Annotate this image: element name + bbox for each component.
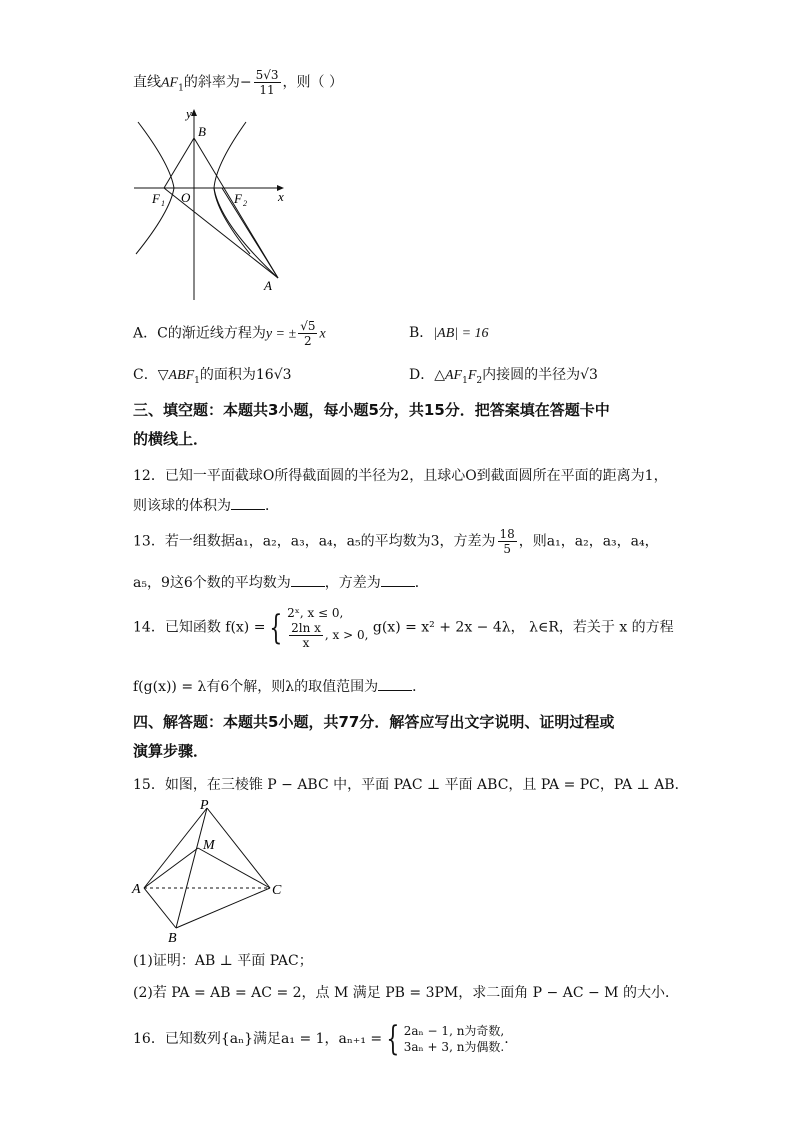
- label-x: x: [278, 189, 284, 204]
- q14-line2-text: f(g(x)) = λ有6个解，则λ的取值范围为: [133, 679, 379, 695]
- option-B-text: |AB| = 16: [433, 326, 489, 341]
- q14-line2: [133, 676, 426, 696]
- q11-mid: 的斜率为: [183, 74, 240, 91]
- label-B: B: [198, 124, 206, 139]
- option-A-label: A．: [133, 325, 158, 342]
- q11-var: AF: [161, 75, 179, 91]
- q16-prefix: 16．已知数列{aₙ}满足a₁ = 1，aₙ₊₁ =: [133, 1031, 383, 1047]
- q16-line: [133, 1019, 509, 1059]
- q14-line1: [133, 605, 674, 650]
- option-A-num: √5: [300, 319, 316, 333]
- label-A: A: [264, 278, 272, 293]
- q11-num: 5√3: [255, 68, 279, 82]
- q14-case2-den: x: [302, 636, 310, 650]
- q14-case2-fraction: [289, 621, 323, 650]
- q11-prefix: 直线: [133, 74, 161, 91]
- option-D-label: D．: [409, 367, 435, 383]
- q14-prefix: 14．已知函数 f(x) =: [133, 619, 266, 636]
- q14-brace: {: [269, 607, 283, 648]
- q15-part1: (1)证明：AB ⊥ 平面 PAC；: [133, 953, 313, 969]
- q13-text-c: a₅，9这6个数的平均数为: [133, 575, 291, 591]
- q13-line1: [133, 527, 659, 556]
- q14-case1: 2ˣ, x ≤ 0,: [287, 606, 344, 620]
- option-D-tail: 内接圆的半径为√3: [482, 367, 598, 383]
- label-y: y: [186, 106, 192, 121]
- label-F2-sub: 2: [243, 199, 247, 208]
- section3-heading-cont: 的横线上．: [133, 430, 209, 448]
- option-A-eq: y = ±: [265, 326, 297, 342]
- q12-line2-text: 则该球的体积为: [133, 498, 231, 514]
- option-D: [409, 364, 598, 386]
- label-M: M: [203, 838, 215, 853]
- label-O: O: [181, 190, 191, 205]
- q16-brace: {: [386, 1019, 400, 1059]
- edge-PB: [176, 808, 207, 928]
- q11-slope-line: [133, 68, 343, 97]
- q13-text-d: ，方差为: [324, 575, 381, 591]
- q13-line2: [133, 572, 429, 592]
- section3-heading: 三、填空题：本题共3小题，每小题5分，共15分．把答案填在答题卡中: [133, 401, 610, 419]
- q13-mean-blank[interactable]: [291, 574, 325, 587]
- q13-den: 5: [503, 542, 511, 556]
- option-D-mid: F: [467, 368, 477, 383]
- option-C-tail: 的面积为16√3: [199, 367, 292, 383]
- option-C: [133, 364, 292, 386]
- segment-BF1: [164, 138, 194, 188]
- option-B-label: B．: [409, 325, 434, 341]
- q15-part2: (2)若 PA = AB = AC = 2，点 M 满足 PB = 3PM，求二面角 P − AC − M 的大小．: [133, 985, 679, 1001]
- q14-mid: g(x) = x² + 2x − 4λ， λ∈R，若关于 x 的方程: [372, 619, 674, 636]
- q14-answer-blank[interactable]: [378, 678, 412, 691]
- q13-text-b: ，则a₁，a₂，a₃，a₄，: [518, 533, 659, 550]
- q16-case2: 3aₙ + 3, n为偶数.: [403, 1040, 505, 1054]
- option-D-text: △AF: [434, 368, 463, 383]
- option-A-tail: x: [319, 326, 326, 342]
- q13-fraction: [498, 527, 517, 556]
- option-C-sub: 1: [194, 375, 200, 386]
- option-C-text: ▽ABF: [157, 368, 195, 383]
- q14-case2-num: 2ln x: [291, 621, 321, 635]
- option-B: [409, 322, 489, 342]
- option-D-sub1: 1: [462, 375, 468, 386]
- q14-cases: [287, 605, 368, 650]
- option-D-sub2: 2: [476, 375, 483, 386]
- q13-end: ．: [414, 575, 429, 591]
- option-A: [133, 319, 326, 348]
- option-C-label: C．: [133, 367, 158, 383]
- edge-PC: [207, 808, 270, 888]
- label-A-pyramid: A: [132, 882, 141, 897]
- q14-end: ．: [412, 679, 427, 695]
- label-F1: F: [152, 191, 160, 206]
- q13-num: 18: [499, 527, 515, 541]
- q14-case2-tail: , x > 0,: [324, 628, 369, 642]
- hyperbola-figure: [128, 104, 290, 304]
- edge-AB: [144, 888, 176, 928]
- q11-den: 11: [259, 83, 275, 97]
- pyramid-figure: [130, 796, 290, 946]
- q11-suffix: ，则（ ）: [282, 74, 343, 91]
- label-C-pyramid: C: [272, 883, 282, 898]
- q12-answer-blank[interactable]: [231, 497, 265, 510]
- q11-slope-fraction: [254, 68, 281, 97]
- q12-end: ．: [265, 498, 279, 514]
- q16-case1: 2aₙ − 1, n为奇数,: [403, 1024, 505, 1038]
- option-A-den: 2: [304, 334, 312, 348]
- q12-line2: [133, 495, 279, 515]
- q12-line1: 12．已知一平面截球O所得截面圆的半径为2，且球心O到截面圆所在平面的距离为1，: [133, 468, 668, 484]
- edge-BC: [176, 888, 270, 928]
- label-P: P: [200, 798, 209, 813]
- y-axis-arrow: [191, 109, 197, 116]
- label-F2: F: [234, 191, 242, 206]
- section4-heading: 四、解答题：本题共5小题，共77分．解答应写出文字说明、证明过程或: [133, 713, 615, 731]
- option-A-fraction: [298, 319, 317, 348]
- q15-stem: 15．如图，在三棱锥 P − ABC 中，平面 PAC ⊥ 平面 ABC，且 PA = PC，PA ⊥ AB．: [133, 777, 689, 793]
- q11-sub: 1: [178, 83, 184, 94]
- section4-heading-cont: 演算步骤．: [133, 742, 209, 760]
- segment-F2A: [222, 188, 278, 278]
- q16-cases: [404, 1023, 504, 1055]
- q11-sign: −: [239, 74, 252, 91]
- option-A-text: C的渐近线方程为: [157, 325, 266, 342]
- q13-variance-blank[interactable]: [381, 574, 415, 587]
- segment-MC: [198, 848, 270, 888]
- label-B-pyramid: B: [168, 931, 177, 946]
- q13-text-a: 13．若一组数据a₁，a₂，a₃，a₄，a₅的平均数为3，方差为: [133, 533, 496, 550]
- q16-end: .: [504, 1031, 509, 1047]
- label-F1-sub: 1: [161, 199, 165, 208]
